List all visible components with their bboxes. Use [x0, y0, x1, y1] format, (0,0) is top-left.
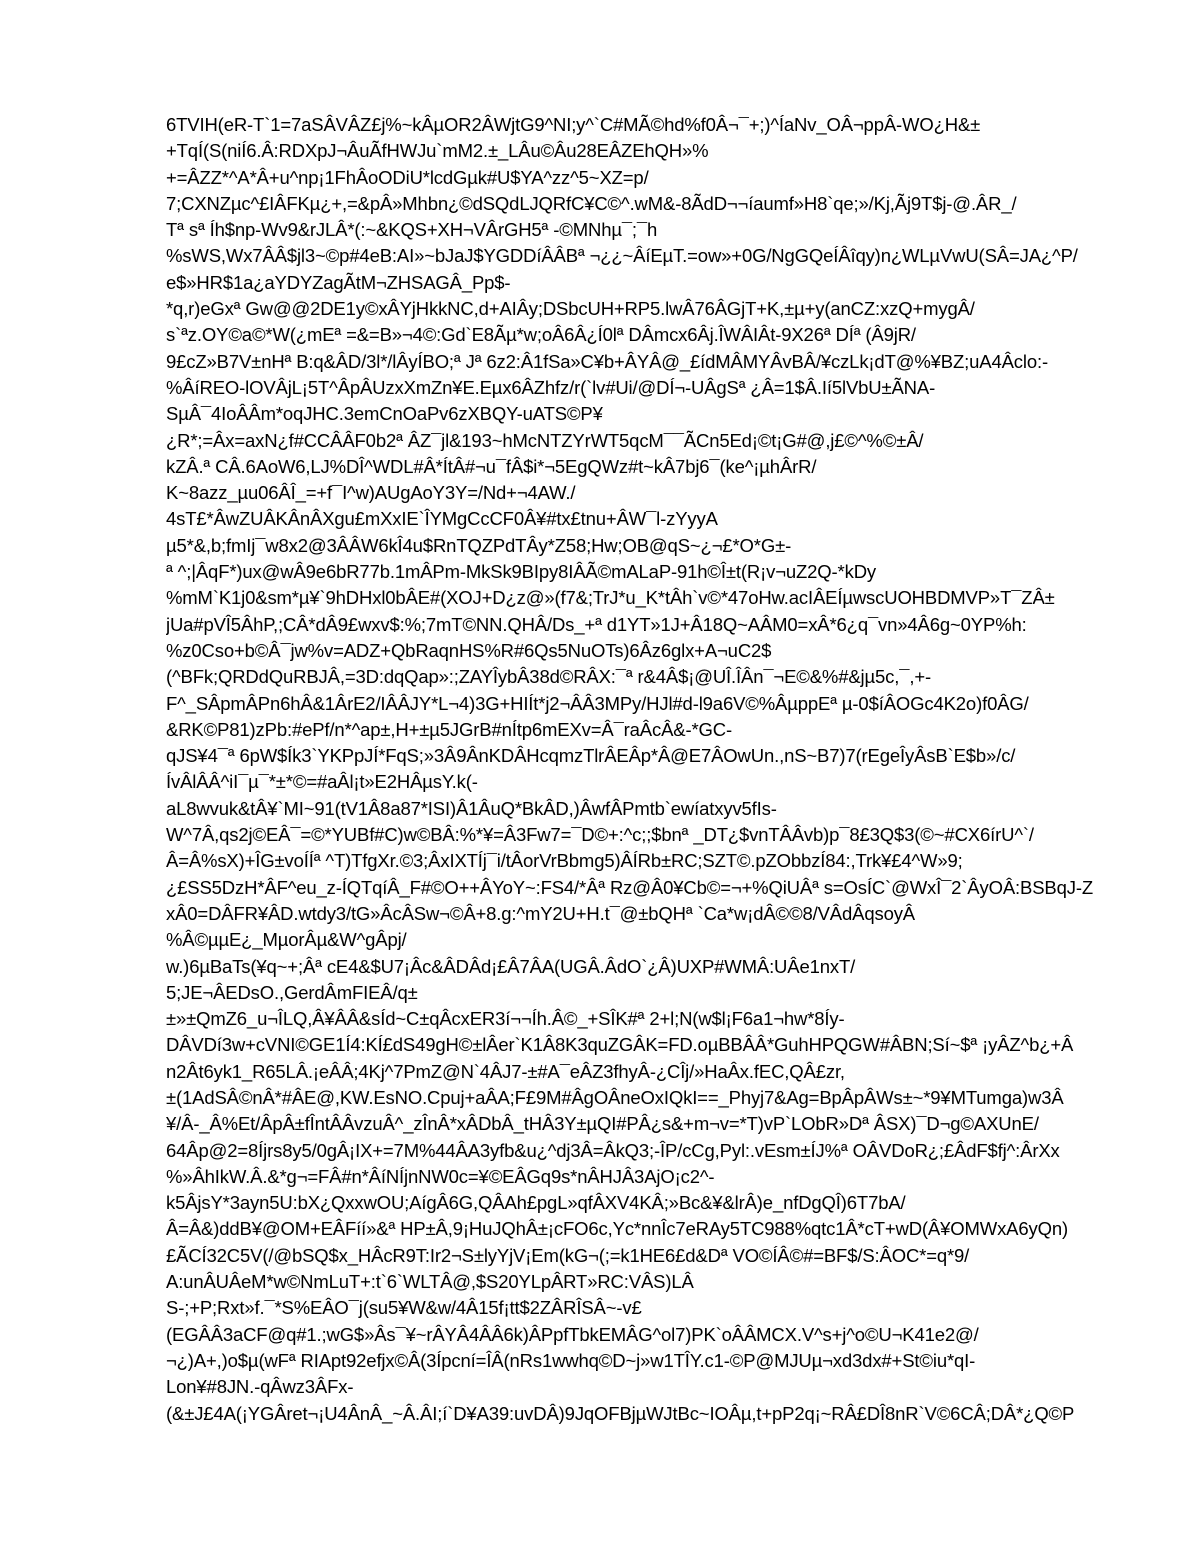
text-line: 9£cZ»B7V±nHª B:q&ÂD/3l*/lÂyÍBO;ª Jª 6z2:Â1fSa»C¥b+ÂYÂ@_£ídMÂMYÂvBÂ/¥czLk¡dT@%¥BZ;uA4Âclo:-: [166, 350, 1048, 372]
document-body-text: [166, 112, 1126, 1427]
text-line: µ5*&,b;fmIj¯w8x2@3ÂÂW6kÎ4u$RnTQZPdTÂy*Z58;Hw;OB@qS~¿¬£*O*G±-: [166, 534, 792, 556]
text-line: +=ÂZZ*^A*Â+u^np¡1FhÂoODiU*lcdGµk#U$YA^zz^5~XZ=p/: [166, 166, 649, 188]
text-line: SµÂ¯4IoÂÂm*oqJHC.3emCnOaPv6zXBQY-uATS©P¥: [166, 403, 603, 425]
text-line: %z0Cso+b©Â¯jw%v=ADZ+QbRaqnHS%R#6Qs5NuOTs)6Âz6glx+A¬uC2$: [166, 639, 772, 661]
text-line: +TqÍ(S(niÍ6.Â:RDXpJ¬ÂuÃfHWJu`mM2.±_LÂu©Âu28EÂZEhQH»%: [166, 140, 709, 162]
text-line: ¬¿)A+,)o$µ(wFª RIApt92efjx©Â(3Ípcní=ÎÂ(nRs1wwhq©D~j»w1TÎY.c1-©P@MJUµ¬xd3dx#+St©iu*qI-: [166, 1349, 976, 1371]
text-line: ¿£SS5DzH*ÂF^eu_z-ÍQTqíÂ_F#©O++ÂYoY~:FS4/*Âª Rz@Â0¥Cb©=¬+%QiUÂª s=OsÍC`@WxÎ¯2`ÂyOÂ:BSBqJ-Z: [166, 876, 1093, 898]
text-line: (EGÂÂ3aCF@q#1.;wG$»Âs¯¥~rÂYÂ4ÂÂ6k)ÂPpfTbkEMÂG^ol7)PK`oÂÂMCX.V^s+j^o©U¬K41e2@/: [166, 1323, 979, 1345]
text-line: jUa#pVÎ5ÂhP,;CÂ*dÂ9£wxv$:%;7mT©NN.QHÂ/Ds_+ª d1YT»1J+Â18Q~AÂM0=xÂ*6¿q¯vn»4Â6g~0YP%h:: [166, 613, 1027, 635]
text-line: £ÃCÍ32C5V(/@bSQ$x_HÂcR9T:Ir2¬S±lyYjV¡Em(kG¬(;=k1HE6£d&Dª VO©ÍÂ©#=BF$/S:ÂOC*=q*9/: [166, 1244, 970, 1266]
text-line: Â=Â%sX)+ÎG±voÍÍª ^T)TfgXr.©3;ÂxIXTÍj¯i/tÂorVrBbmg5)ÂÍRb±RC;SZT©.pZObbzÍ84:,Trk¥£4^W»9;: [166, 850, 963, 872]
text-line: n2Ât6yk1_R65LÂ.¡eÂÂ;4Kj^7PmZ@N`4ÂJ7-±#A¯eÂZ3fhyÂ-¿CÎj/»HaÂx.fEC,QÂ£zr,: [166, 1060, 845, 1082]
text-line: (&±J£4A(¡YGÂret¬¡U4ÂnÂ_~Â.ÂI;í`D¥A39:uvDÂ)9JqOFBjµWJtBc~IOÂµ,t+pP2q¡~RÂ£DÎ8nR`V©6CÂ;DÂ*¿Q©P: [166, 1402, 1075, 1424]
text-line: %»ÂhIkW.Â.&*g¬=FÂ#n*ÂíNÍjnNW0c=¥©EÂGq9s*nÂHJÂ3AjO¡c2^-: [166, 1165, 715, 1187]
text-line: 5;JE¬ÂEDsO.,GerdÂmFIEÂ/q±: [166, 981, 418, 1003]
text-line: S-;+P;Rxt»f.¯*S%EÂO¯j(su5¥W&w/4Â15f¡tt$2ZÂRÎSÂ~-v£: [166, 1297, 642, 1319]
text-line: aL8wvuk&tÂ¥`MI~91(tV1Â8a87*ISI)Â1ÂuQ*BkÂD,)ÂwfÂPmtb`ewíatxyv5fIs-: [166, 797, 777, 819]
text-line: DÂVDí3w+cVNI©GE1Í4:KÍ£dS49gH©±lÂer`K1Â8K3quZGÂK=FD.oµBBÂÂ*GuhHPQGW#ÂBN;Sí~$ª ¡yÂZ^b¿+Â: [166, 1034, 1074, 1056]
text-line: ¿R*;=Âx=axN¿f#CCÂÂF0b2ª ÂZ¯jl&193~hMcNTZYrWT5qcM¯¯ÃCn5Ed¡©t¡G#@,j£©^%©±Â/: [166, 429, 924, 451]
text-line: ª ^;|ÂqF*)ux@wÂ9e6bR77b.1mÂPm-MkSk9BIpy8IÂÃ©mALaP-91h©Î±t(R¡v¬uZ2Q-*kDy: [166, 561, 877, 583]
text-line: s`ªz.OY©a©*W(¿mEª =&=B»¬4©:Gd`E8Ãµ*w;oÂ6Â¿Í0lª DÂmcx6Âj.ÎWÂIÂt-9X26ª DÍª (Â9jR/: [166, 324, 916, 346]
text-line: %sWS,Wx7ÂÂ$jl3~©p#4eB:AI»~bJaJ$YGDDíÂÂBª ¬¿¿~ÂíEµT.=ow»+0G/NgGQeÍÂîqy)n¿WLµVwU(SÂ=JA¿^P/: [166, 245, 1078, 267]
text-line: A:unÂUÂeM*w©NmLuT+:t`6`WLTÂ@,$S20YLpÂRT»RC:VÂS)LÂ: [166, 1271, 694, 1293]
text-line: 4sT£*ÂwZUÂKÂnÂXgu£mXxIE`ÎYMgCcCF0Â¥#tx£tnu+ÂW¯l-zYyyA: [166, 508, 718, 530]
text-line: Â=Â&)ddB¥@OM+EÂFíí»&ª HP±Â,9¡HuJQhÂ±¡cFO6c,Yc*nnÎc7eRAy5TC988%qtc1Â*cT+wD(Â¥OMWxA6yQn): [166, 1218, 1068, 1240]
text-line: 7;CXNZµc^£IÂFKµ¿+,=&pÂ»Mhbn¿©dSQdLJQRfC¥C©^.wM&-8ÃdD¬¬íaumf»H8`qe;»/Kj,Ãj9T$j-@.ÂR_/: [166, 192, 1017, 214]
text-line: w.)6µBaTs(¥q~+;Âª cE4&$U7¡Âc&ÂDÂd¡£Â7ÂA(UGÂ.ÂdO`¿Â)UXP#WMÂ:UÂe1nxT/: [166, 955, 856, 977]
text-line: W^7Â,qs2j©EÂ¯=©*YUBf#C)w©BÂ:%*¥=Â3Fw7=¯D©+:^c;;$bnª _DT¿$vnTÂÂvb)p¯8£3Q$3(©~#CX6írU^`/: [166, 824, 1034, 846]
text-line: ±(1AdSÂ©nÂ*#ÂE@,KW.EsNO.Cpuj+aÂA;F£9M#ÂgOÂneOxIQkI==_Phyj7&Ag=BpÂpÂWs±~*9¥MTumga)w3Â: [166, 1086, 1064, 1108]
text-line: k5ÂjsY*3ayn5U:bX¿QxxwOU;AígÂ6G,QÂAh£pgL»qfÂXV4KÂ;»Bc&¥&lrÂ)e_nfDgQÎ)6T7bA/: [166, 1192, 906, 1214]
text-line: (^BFk;QRDdQuRBJÂ,=3D:dqQap»:;ZAYÎybÂ38d©RÂX:¯ª r&4Â$¡@UÎ.ÎÂn¯¬E©&%#&jµ5c,¯,+-: [166, 666, 931, 688]
text-line: ¥/Â-_Â%Et/ÂpÂ±fÎntÂÂvzuÂ^_zÎnÂ*xÂDbÂ_tHÂ3Y±µQI#PÂ¿s&+m¬v=*T)vP`LObR»Dª ÂSX)¯D¬g©AXUnE/: [166, 1113, 1039, 1135]
text-line: ÍvÂlÂÂ^iI¯µ¯*±*©=#aÂl¡t»E2HÂµsY.k(-: [166, 771, 478, 793]
text-line: %mM`K1j0&sm*µ¥`9hDHxl0bÂE#(XOJ+D¿z@»(f7&;TrJ*u_K*tÂh`v©*47oHw.acIÂEÍµwscUOHBDMVP»T¯ZÂ±: [166, 587, 1055, 609]
text-line: %ÂíREO-lOVÂjL¡5T^ÂpÂUzxXmZn¥E.Eµx6ÂZhfz/r(`lv#Ui/@DÍ¬-UÂgSª ¿Â=1$Â.Ií5lVbU±ÃNA-: [166, 376, 936, 398]
text-line: xÂ0=DÂFR¥ÂD.wtdy3/tG»ÂcÂSw¬©Â+8.g:^mY2U+H.t¯@±bQHª `Ca*w¡dÂ©©8/VÂdÂqsoyÂ: [166, 902, 915, 924]
text-line: %Â©µµE¿_MµorÂµ&W^gÂpj/: [166, 929, 407, 951]
text-line: Lon¥#8JN.-qÂwz3ÂFx-: [166, 1376, 354, 1398]
text-line: *q,r)eGxª Gw@@2DE1y©xÂYjHkkNC,d+AIÂy;DSbcUH+RP5.lwÂ76ÂGjT+K,±µ+y(anCZ:xzQ+mygÂ/: [166, 298, 975, 320]
text-line: kZÂ.ª CÂ.6AoW6,LJ%DÎ^WDL#Â*ÍtÂ#¬u¯fÂ$i*¬5EgQWz#t~kÂ7bj6¯(ke^¡µhÂrR/: [166, 455, 817, 477]
text-line: F^_SÂpmÂPn6hÂ&1ÂrE2/IÂÂJY*L¬4)3G+HIÍt*j2¬ÂÂ3MPy/HJl#d-l9a6V©%ÂµppEª µ-0$íÂOGc4K2o)f0ÂG/: [166, 692, 1029, 714]
text-line: Tª sª Íh$np-Wv9&rJLÂ*(:~&KQS+XH¬VÂrGH5ª -©MNhµ¯;¯h: [166, 219, 658, 241]
text-line: 6TVIH(eR-T`1=7aSÂVÂZ£j%~kÂµOR2ÂWjtG9^NI;y^`C#MÃ©hd%f0Â¬¯+;)^ÍaNv_OÂ¬ppÂ-WO¿H&±: [166, 114, 981, 135]
text-line: ±»±QmZ6_u¬ÎLQ,Â¥ÂÂ&sÍd~C±qÂcxER3í¬¬Íh.Â©_+SÎK#ª 2+l;N(w$l¡F6a1¬hw*8Íy-: [166, 1008, 845, 1030]
text-line: e$»HR$1a¿aYDYZagÃtM¬ZHSAGÂ_Pp$-: [166, 271, 511, 293]
text-line: &RK©P81)zPb:#ePf/n*^ap±,H+±µ5JGrB#nÍtp6mEXv=Â¯raÂcÂ&-*GC-: [166, 718, 732, 740]
text-line: 64Âp@2=8Íjrs8y5/0gÂ¡IX+=7M%44ÂA3yfb&u¿^dj3Â=ÂkQ3;-ÎP/cCg,Pyl:.vEsm±ÍJ%ª OÂVDoR¿;£ÂdF$fj^:ÂrXx: [166, 1139, 1060, 1161]
text-line: qJS¥4¯ª 6pW$Ík3`YKPpJÍ*FqS;»3Â9ÂnKDÂHcqmzTlrÂEÂp*Â@E7ÂOwUn.,nS~B7)7(rEgeÎyÂsB`E$b»/c/: [166, 745, 1016, 767]
text-line: K~8azz_µu06ÂÎ_=+f¯I^w)AUgAoY3Y=/Nd+¬4AW./: [166, 482, 576, 504]
